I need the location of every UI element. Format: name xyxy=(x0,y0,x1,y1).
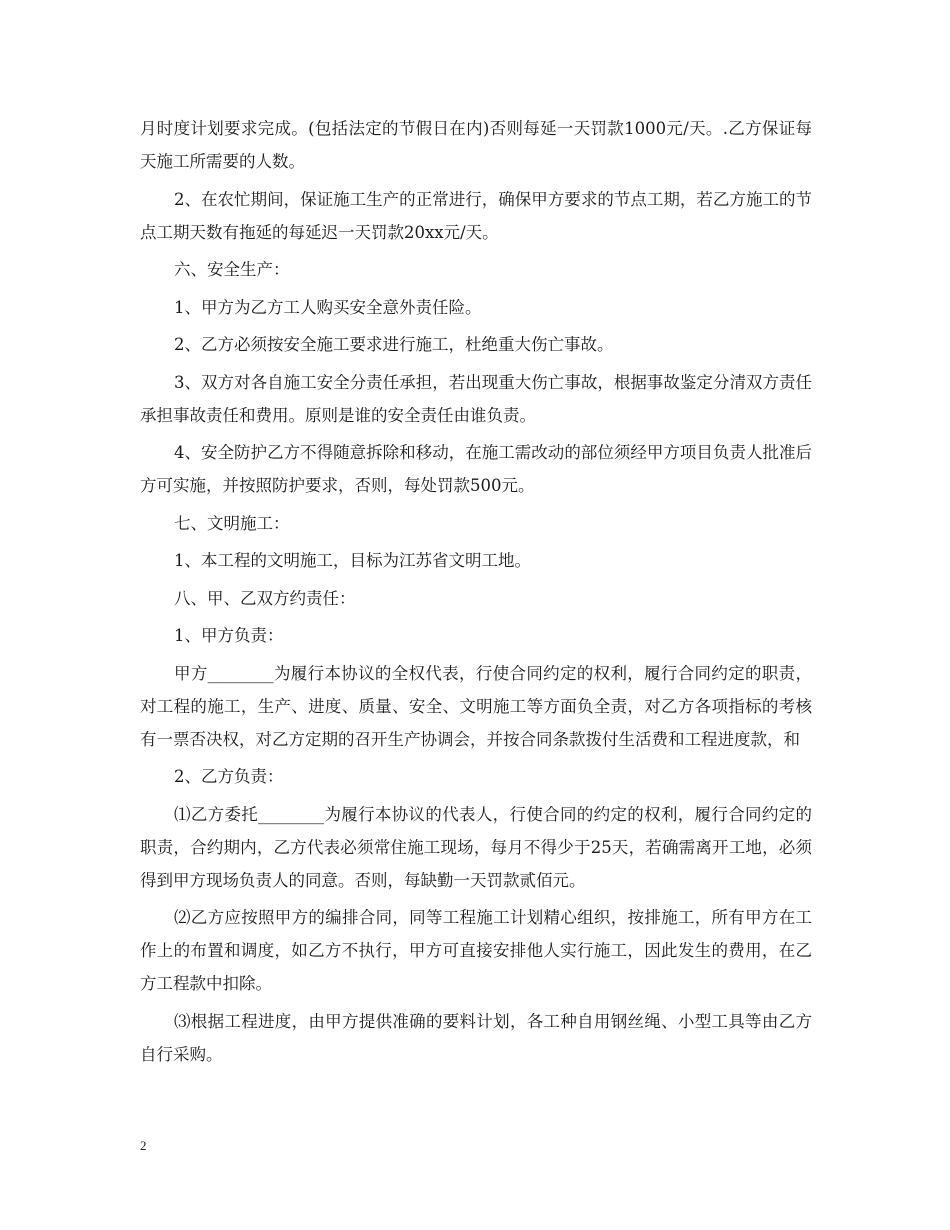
document-body xyxy=(140,112,812,1075)
subheading-party-a: 1、甲方负责： xyxy=(174,626,284,645)
paragraph-2: 2、在农忙期间，保证施工生产的正常进行，确保甲方要求的节点工期，若乙方施工的节点工期天数有拖延的每延迟一天罚款20xx元/天。 xyxy=(140,189,812,242)
section-heading-safety: 六、安全生产： xyxy=(174,260,290,279)
paragraph-party-b-2: ⑵乙方应按照甲方的编排合同，同等工程施工计划精心组织，按排施工，所有甲方在工作上的布置和调度，如乙方不执行，甲方可直接安排他人实行施工，因此发生的费用，在乙方工程款中扣除。 xyxy=(140,908,812,993)
paragraph-safety-3: 3、双方对各自施工安全分责任承担，若出现重大伤亡事故，根据事故鉴定分清双方责任承担事故责任和费用。原则是谁的安全责任由谁负责。 xyxy=(140,372,812,425)
subheading-party-b: 2、乙方负责： xyxy=(174,767,284,786)
paragraph-safety-1: 1、甲方为乙方工人购买安全意外责任险。 xyxy=(174,297,482,317)
paragraph-party-a: 甲方________为履行本协议的全权代表，行使合同约定的权利，履行合同约定的职责，对工程的施工，生产、进度、质量、安全、文明施工等方面负全责，对乙方各项指标的考核有一票否决权，对乙方定期的召开生产协调会，并按合同条款拨付生活费和工程进度款，和 xyxy=(140,663,812,749)
paragraph-safety-4: 4、安全防护乙方不得随意拆除和移动，在施工需改动的部位须经甲方项目负责人批准后方可实施，并按照防护要求，否则，每处罚款500元。 xyxy=(140,443,812,495)
section-heading-civilized-construction: 七、文明施工： xyxy=(174,513,290,533)
paragraph-party-b-1: ⑴乙方委托________为履行本协议的代表人，行使合同的约定的权利，履行合同约定的职责，合约期内，乙方代表必须常住施工现场，每月不得少于25天，若确需离开工地，必须得到甲方现场负责人的同意。否则，每缺勤一天罚款贰佰元。 xyxy=(140,804,812,890)
paragraph-1: 月时度计划要求完成。(包括法定的节假日在内)否则每延一天罚款1000元/天。.乙方保证每天施工所需要的人数。 xyxy=(140,119,812,171)
page-number: 2 xyxy=(140,1138,147,1153)
paragraph-civilized-1: 1、本工程的文明施工，目标为江苏省文明工地。 xyxy=(174,551,531,570)
section-heading-responsibilities: 八、甲、乙双方约责任： xyxy=(174,588,356,608)
paragraph-party-b-3: ⑶根据工程进度，由甲方提供准确的要料计划，各工种自用钢丝绳、小型工具等由乙方自行采购。 xyxy=(140,1011,812,1064)
paragraph-safety-2: 2、乙方必须按安全施工要求进行施工，杜绝重大伤亡事故。 xyxy=(174,335,614,354)
